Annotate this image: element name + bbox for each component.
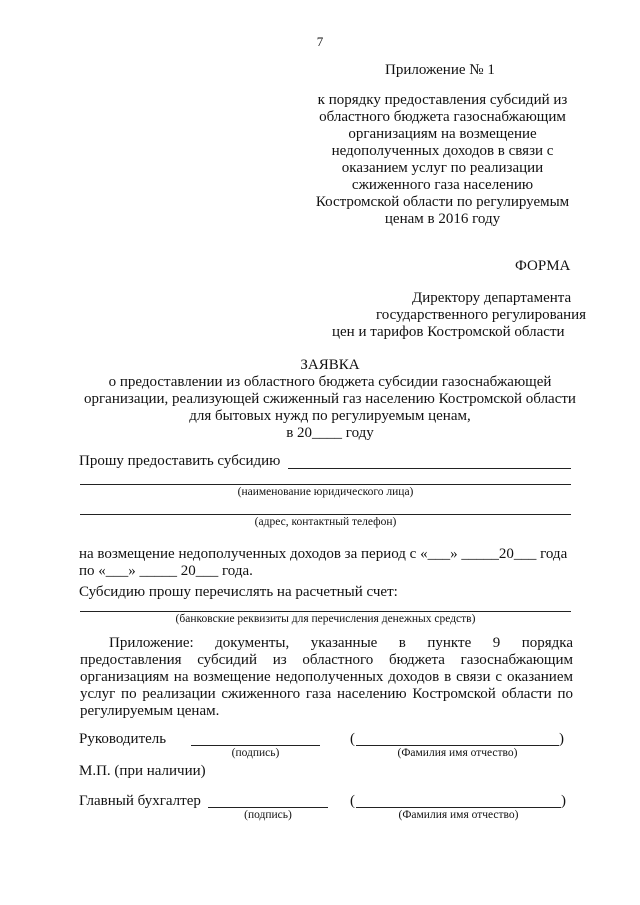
heading-title: ЗАЯВКА	[300, 357, 360, 373]
paren-open: (	[350, 793, 355, 809]
caption-bank-details: (банковские реквизиты для перечисления денежных средств)	[175, 613, 476, 625]
form-label: ФОРМА	[515, 258, 571, 274]
attachment-line: организациям на возмещение недополученных доходов в связи с оказанием	[80, 669, 573, 685]
account-label: Субсидию прошу перечислять на расчетный счет:	[79, 584, 398, 600]
page-number-text: 7	[316, 34, 324, 49]
paren-close: )	[559, 731, 564, 747]
accountant-name-caption: (Фамилия имя отчество)	[398, 809, 519, 821]
period-line-1: на возмещение недополученных доходов за период с «___» _____20___ года	[79, 546, 568, 562]
appendix-line: к порядку предоставления субсидий из	[317, 92, 568, 108]
company-name-field-continued[interactable]	[80, 484, 571, 485]
appendix-line: Костромской области по регулируемым	[315, 194, 570, 210]
caption-company-name: (наименование юридического лица)	[237, 486, 414, 498]
addressee-line: цен и тарифов Костромской области	[332, 324, 565, 340]
bank-details-field[interactable]	[80, 611, 571, 612]
head-name-caption: (Фамилия имя отчество)	[397, 747, 518, 759]
heading-line: организации, реализующей сжиженный газ населению Костромской области	[84, 391, 576, 407]
address-phone-field[interactable]	[80, 514, 571, 515]
application-heading	[60, 357, 600, 442]
request-label: Прошу предоставить субсидию	[79, 453, 281, 469]
accountant-label: Главный бухгалтер	[79, 793, 201, 809]
addressee-line: государственного регулирования	[376, 307, 587, 323]
appendix-line: недополученных доходов в связи с	[331, 143, 554, 159]
addressee-line: Директору департамента	[412, 290, 572, 306]
paren-close: )	[561, 793, 566, 809]
head-label: Руководитель	[79, 731, 167, 747]
company-name-field[interactable]	[288, 468, 571, 469]
head-full-name-field[interactable]	[356, 745, 559, 746]
appendix-line: сжиженного газа населению	[351, 177, 534, 193]
attachment-line: услуг по реализации сжиженного газа населению Костромской области по	[80, 686, 573, 702]
accountant-signature-caption: (подпись)	[244, 809, 292, 821]
paren-open: (	[350, 731, 355, 747]
period-line-2: по «___» _____ 20___ года.	[79, 563, 253, 579]
appendix-line: оказанием услуг по реализации	[341, 160, 544, 176]
attachment-line: предоставления субсидий из областного бюджета газоснабжающим	[80, 652, 573, 668]
accountant-signature-field[interactable]	[208, 807, 328, 808]
caption-address: (адрес, контактный телефон)	[254, 516, 397, 528]
appendix-reference	[300, 92, 585, 228]
attachment-paragraph	[80, 635, 573, 720]
head-signature-caption: (подпись)	[231, 747, 280, 759]
appendix-line: областного бюджета газоснабжающим	[319, 109, 566, 125]
accountant-full-name-field[interactable]	[356, 807, 561, 808]
heading-line: о предоставлении из областного бюджета субсидии газоснабжающей	[108, 374, 552, 390]
page-number	[0, 33, 640, 50]
heading-line: в 20____ году	[286, 425, 374, 441]
appendix-title: Приложение № 1	[385, 62, 495, 78]
heading-line: для бытовых нужд по регулируемым ценам,	[189, 408, 471, 424]
attachment-line: регулируемым ценам.	[80, 703, 220, 719]
head-signature-field[interactable]	[191, 745, 320, 746]
stamp-label: М.П. (при наличии)	[79, 763, 206, 779]
appendix-line: ценам в 2016 году	[384, 211, 501, 227]
appendix-line: организациям на возмещение	[348, 126, 537, 142]
attachment-line: Приложение: документы, указанные в пункте 9 порядка	[109, 635, 573, 651]
